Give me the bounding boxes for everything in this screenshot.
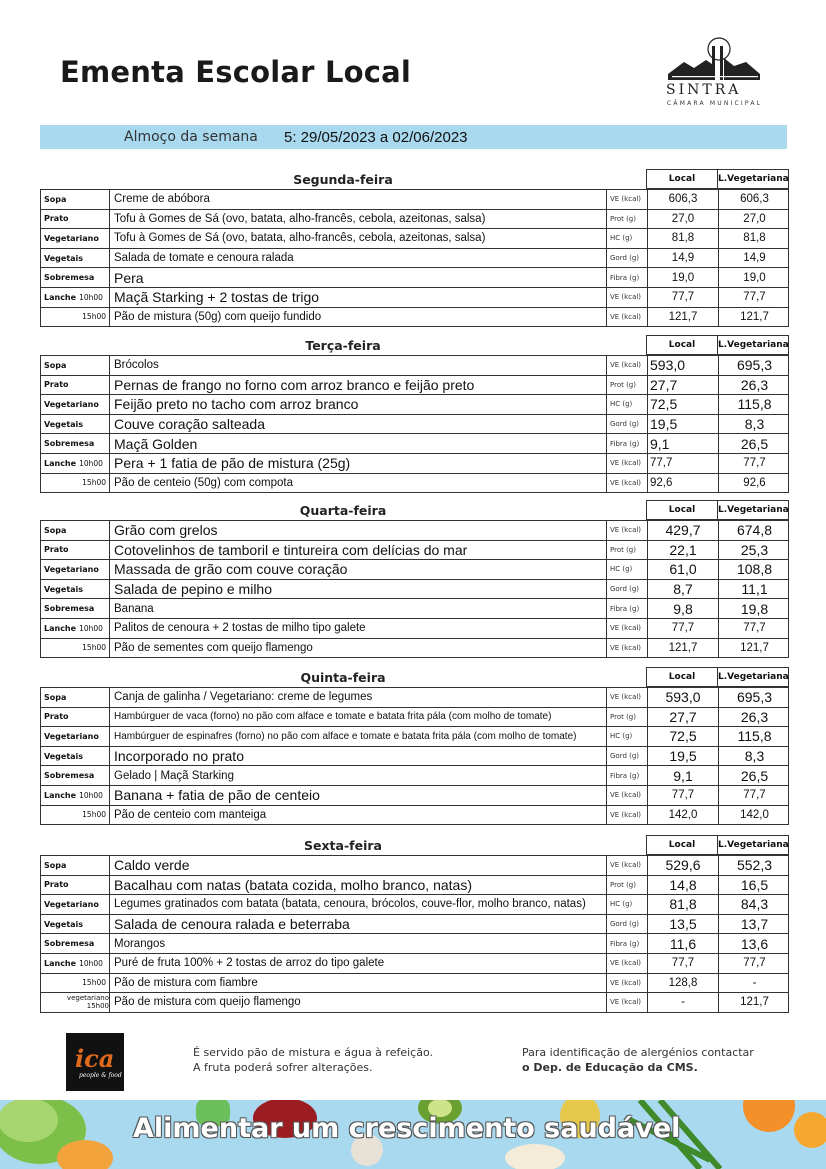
value-local: 77,7	[647, 454, 718, 473]
dish: Pão de mistura (50g) com queijo fundido	[114, 310, 322, 323]
nutrient: Gord (g)	[606, 415, 647, 434]
table-row	[41, 875, 788, 895]
row-label: Prato	[41, 876, 110, 895]
nutrient: VE (kcal)	[606, 308, 647, 327]
row-label: Sopa	[41, 356, 110, 375]
dish: Canja de galinha / Vegetariano: creme de legumes	[114, 691, 373, 704]
row-label: Sobremesa	[41, 599, 110, 618]
dish: Puré de fruta 100% + 2 tostas de arroz do tipo galete	[114, 957, 385, 970]
nutrient: HC (g)	[606, 229, 647, 248]
table-row	[41, 992, 788, 1012]
week-label: Almoço da semana	[124, 129, 258, 145]
value-local: 121,7	[647, 639, 718, 658]
nutrient: Gord (g)	[606, 580, 647, 599]
value-veg: 695,3	[718, 356, 790, 375]
nutrient: VE (kcal)	[606, 786, 647, 805]
time-label: 15h00	[86, 1002, 109, 1011]
row-label	[41, 639, 110, 658]
note-line: A fruta poderá sofrer alterações.	[193, 1061, 373, 1074]
table-row	[41, 540, 788, 560]
nutrient: Prot (g)	[606, 210, 647, 229]
nutrient: Fibra (g)	[606, 434, 647, 453]
logo-name: SINTRA	[666, 82, 742, 98]
row-label: Sopa	[41, 856, 110, 875]
table-row	[41, 805, 788, 825]
value-local: 27,7	[647, 708, 718, 727]
value-veg: 92,6	[718, 474, 790, 493]
table-row	[41, 248, 788, 268]
row-label: Sobremesa	[41, 434, 110, 453]
row-label: Prato	[41, 708, 110, 727]
value-local: 19,0	[647, 268, 718, 287]
row-label: Vegetais	[41, 915, 110, 934]
day-table	[40, 835, 789, 1013]
nutrient: VE (kcal)	[606, 856, 647, 875]
dish: Bacalhau com natas (batata cozida, molho branco, natas)	[114, 876, 472, 893]
note-left	[193, 1045, 433, 1075]
value-local: 27,7	[647, 376, 718, 395]
value-local: 14,9	[647, 249, 718, 268]
dish: Maçã Golden	[114, 435, 198, 452]
nutrient: VE (kcal)	[606, 993, 647, 1012]
day-table	[40, 667, 789, 825]
week-value: 5: 29/05/2023 a 02/06/2023	[284, 129, 468, 146]
table-row	[41, 855, 788, 875]
nutrient: Gord (g)	[606, 915, 647, 934]
dish: Legumes gratinados com batata (batata, cenoura, brócolos, couve-flor, molho branco, natas)	[114, 898, 586, 911]
row-label: Sobremesa	[41, 934, 110, 953]
table-row	[41, 953, 788, 973]
row-label: Vegetariano	[41, 395, 110, 414]
nutrient: VE (kcal)	[606, 974, 647, 993]
column-vegetarian: L.Vegetariana	[717, 835, 789, 855]
ica-logo	[66, 1033, 124, 1091]
value-veg: 115,8	[718, 395, 790, 414]
day-name: Quarta-feira	[299, 503, 387, 518]
row-label: Vegetariano	[41, 229, 110, 248]
nutrient: Prot (g)	[606, 708, 647, 727]
table-row	[41, 746, 788, 766]
day-name: Segunda-feira	[293, 172, 393, 187]
value-veg: 142,0	[718, 806, 790, 825]
row-label: Prato	[41, 541, 110, 560]
dish: Salada de pepino e milho	[114, 581, 273, 598]
column-vegetarian: L.Vegetariana	[717, 169, 789, 189]
dish: Hambúrguer de espinafres (forno) no pão com alface e tomate e batata frita pála (com molho de tomate)	[114, 730, 577, 742]
nutrient: VE (kcal)	[606, 190, 647, 209]
day-table	[40, 500, 789, 658]
value-veg: 77,7	[718, 454, 790, 473]
value-veg: 77,7	[718, 954, 790, 973]
row-label: Sobremesa	[41, 268, 110, 287]
table-row	[41, 355, 788, 375]
table-row	[41, 894, 788, 914]
table-row	[41, 453, 788, 473]
row-label	[41, 786, 110, 805]
value-veg: 19,0	[718, 268, 790, 287]
value-local: 81,8	[647, 895, 718, 914]
value-veg: 26,3	[718, 708, 790, 727]
nutrient: VE (kcal)	[606, 521, 647, 540]
row-label: Sobremesa	[41, 766, 110, 785]
value-veg: 552,3	[718, 856, 790, 875]
dish: Massada de grão com couve coração	[114, 561, 348, 578]
nutrient: VE (kcal)	[606, 954, 647, 973]
dish: Pão de mistura com queijo flamengo	[114, 996, 301, 1009]
nutrient: VE (kcal)	[606, 288, 647, 307]
value-veg: 8,3	[718, 415, 790, 434]
nutrient: HC (g)	[606, 727, 647, 746]
table-row	[41, 726, 788, 746]
table-row	[41, 375, 788, 395]
dish: Brócolos	[114, 359, 159, 372]
value-local: 11,6	[647, 934, 718, 953]
value-local: 9,1	[647, 434, 718, 453]
dish: Pera	[114, 269, 144, 286]
value-local: 121,7	[647, 308, 718, 327]
table-row	[41, 687, 788, 707]
dish: Grão com grelos	[114, 522, 218, 539]
value-veg: 13,6	[718, 934, 790, 953]
dish: Salada de tomate e cenoura ralada	[114, 252, 294, 265]
page-title: Ementa Escolar Local	[60, 55, 412, 89]
value-local: 77,7	[647, 619, 718, 638]
dish: Feijão preto no tacho com arroz branco	[114, 396, 359, 413]
note-line: Para identificação de alergénios contactar	[522, 1046, 754, 1059]
table-row	[41, 520, 788, 540]
value-veg: -	[718, 974, 790, 993]
table-row	[41, 209, 788, 229]
column-vegetarian: L.Vegetariana	[717, 667, 789, 687]
row-label: Vegetais	[41, 580, 110, 599]
nutrient: Fibra (g)	[606, 268, 647, 287]
nutrient: VE (kcal)	[606, 619, 647, 638]
note-line: o Dep. de Educação da CMS.	[522, 1061, 698, 1074]
row-label	[41, 993, 110, 1012]
ica-logo-tagline: people & food	[79, 1072, 122, 1079]
table-row	[41, 973, 788, 993]
note-line: É servido pão de mistura e água à refeição.	[193, 1046, 433, 1059]
nutrient: VE (kcal)	[606, 454, 647, 473]
note-right	[522, 1045, 754, 1075]
nutrient: Prot (g)	[606, 541, 647, 560]
row-label: Sopa	[41, 190, 110, 209]
column-local: Local	[646, 835, 718, 855]
value-veg: 27,0	[718, 210, 790, 229]
value-local: 77,7	[647, 288, 718, 307]
table-row	[41, 785, 788, 805]
row-label: Sopa	[41, 688, 110, 707]
value-veg: 26,5	[718, 434, 790, 453]
dish: Pão de centeio com manteiga	[114, 808, 267, 821]
dish: Pão de sementes com queijo flamengo	[114, 641, 313, 654]
table-row	[41, 394, 788, 414]
day-name: Terça-feira	[305, 338, 381, 353]
lanche-label: Lanche	[44, 458, 77, 468]
time-label: 10h00	[79, 790, 103, 800]
value-local: 77,7	[647, 954, 718, 973]
row-label	[41, 474, 110, 493]
value-local: 128,8	[647, 974, 718, 993]
dish: Hambúrguer de vaca (forno) no pão com alface e tomate e batata frita pála (com molho de tomate)	[114, 711, 552, 723]
row-label	[41, 308, 110, 327]
time-label: 15h00	[82, 810, 106, 820]
value-veg: 26,3	[718, 376, 790, 395]
day-name: Sexta-feira	[304, 838, 382, 853]
time-label: 15h00	[82, 312, 106, 322]
time-label: 15h00	[82, 978, 106, 988]
value-veg: 77,7	[718, 786, 790, 805]
time-label: 10h00	[79, 458, 103, 468]
day-table	[40, 169, 789, 327]
lanche-label: Lanche	[44, 623, 77, 633]
nutrient: Fibra (g)	[606, 934, 647, 953]
column-vegetarian: L.Vegetariana	[717, 500, 789, 520]
row-label	[41, 454, 110, 473]
dish: Cotovelinhos de tamboril e tintureira com delícias do mar	[114, 541, 468, 558]
value-veg: 14,9	[718, 249, 790, 268]
table-row	[41, 707, 788, 727]
value-veg: 11,1	[718, 580, 790, 599]
value-local: 529,6	[647, 856, 718, 875]
week-bar	[40, 125, 787, 149]
value-veg: 108,8	[718, 560, 790, 579]
table-row	[41, 559, 788, 579]
dish: Gelado | Maçã Starking	[114, 769, 234, 782]
row-label	[41, 806, 110, 825]
column-local: Local	[646, 667, 718, 687]
value-veg: 84,3	[718, 895, 790, 914]
nutrient: VE (kcal)	[606, 474, 647, 493]
value-veg: 19,8	[718, 599, 790, 618]
nutrient: HC (g)	[606, 395, 647, 414]
value-veg: 77,7	[718, 288, 790, 307]
value-local: 19,5	[647, 415, 718, 434]
value-local: 8,7	[647, 580, 718, 599]
footer-banner	[0, 1100, 826, 1169]
table-row	[41, 933, 788, 953]
row-label: Vegetais	[41, 249, 110, 268]
table-row	[41, 307, 788, 327]
value-local: 142,0	[647, 806, 718, 825]
column-local: Local	[646, 335, 718, 355]
row-label: Vegetariano	[41, 560, 110, 579]
day-table	[40, 335, 789, 493]
value-veg: 606,3	[718, 190, 790, 209]
row-label	[41, 619, 110, 638]
nutrient: Fibra (g)	[606, 766, 647, 785]
table-row	[41, 765, 788, 785]
time-label: 15h00	[82, 643, 106, 653]
dish: Tofu à Gomes de Sá (ovo, batata, alho-francês, cebola, azeitonas, salsa)	[114, 232, 486, 245]
row-label: Prato	[41, 210, 110, 229]
dish: Caldo verde	[114, 857, 190, 874]
time-label: 10h00	[79, 623, 103, 633]
day-name: Quinta-feira	[300, 670, 386, 685]
dish: Pão de centeio (50g) com compota	[114, 476, 293, 489]
value-local: 77,7	[647, 786, 718, 805]
value-local: 9,1	[647, 766, 718, 785]
lanche-label: Lanche	[44, 790, 77, 800]
row-label: Vegetais	[41, 747, 110, 766]
table-row	[41, 414, 788, 434]
dish: Palitos de cenoura + 2 tostas de milho tipo galete	[114, 622, 366, 635]
table-row	[41, 189, 788, 209]
value-local: 593,0	[647, 356, 718, 375]
nutrient: Prot (g)	[606, 876, 647, 895]
value-veg: 16,5	[718, 876, 790, 895]
table-row	[41, 473, 788, 493]
dish: Creme de abóbora	[114, 193, 210, 206]
time-label: 15h00	[82, 478, 106, 488]
logo-subtitle: CÂMARA MUNICIPAL	[667, 100, 763, 107]
lanche-label: Lanche	[44, 292, 77, 302]
row-label: Sopa	[41, 521, 110, 540]
column-vegetarian: L.Vegetariana	[717, 335, 789, 355]
dish: Pera + 1 fatia de pão de mistura (25g)	[114, 455, 351, 472]
table-row	[41, 267, 788, 287]
value-local: 593,0	[647, 688, 718, 707]
slogan: Alimentar um crescimento saudável	[133, 1113, 681, 1144]
nutrient: VE (kcal)	[606, 639, 647, 658]
value-veg: 695,3	[718, 688, 790, 707]
value-veg: 8,3	[718, 747, 790, 766]
dish: Banana	[114, 602, 154, 615]
dish: Morangos	[114, 937, 166, 950]
value-local: 72,5	[647, 395, 718, 414]
value-local: 14,8	[647, 876, 718, 895]
time-label: 10h00	[79, 958, 103, 968]
table-row	[41, 914, 788, 934]
nutrient: HC (g)	[606, 895, 647, 914]
value-veg: 121,7	[718, 639, 790, 658]
table-row	[41, 598, 788, 618]
row-label: Vegetariano	[41, 727, 110, 746]
lanche-label: Lanche	[44, 958, 77, 968]
column-local: Local	[646, 500, 718, 520]
dish: Banana + fatia de pão de centeio	[114, 787, 320, 804]
value-local: 429,7	[647, 521, 718, 540]
value-local: -	[647, 993, 718, 1012]
row-label	[41, 288, 110, 307]
row-label: Vegetais	[41, 415, 110, 434]
dish: Tofu à Gomes de Sá (ovo, batata, alho-francês, cebola, azeitonas, salsa)	[114, 212, 486, 225]
table-row	[41, 618, 788, 638]
table-row	[41, 433, 788, 453]
value-veg: 77,7	[718, 619, 790, 638]
value-local: 61,0	[647, 560, 718, 579]
nutrient: Fibra (g)	[606, 599, 647, 618]
nutrient: Gord (g)	[606, 747, 647, 766]
dish: Couve coração salteada	[114, 416, 265, 433]
nutrient: Gord (g)	[606, 249, 647, 268]
nutrient: Prot (g)	[606, 376, 647, 395]
nutrient: HC (g)	[606, 560, 647, 579]
dish: Salada de cenoura ralada e beterraba	[114, 916, 350, 933]
row-label: Prato	[41, 376, 110, 395]
value-veg: 121,7	[718, 993, 790, 1012]
value-veg: 115,8	[718, 727, 790, 746]
table-row	[41, 638, 788, 658]
nutrient: VE (kcal)	[606, 356, 647, 375]
vegetarian-small-label: vegetariano	[66, 994, 109, 1003]
value-veg: 674,8	[718, 521, 790, 540]
table-row	[41, 228, 788, 248]
value-local: 13,5	[647, 915, 718, 934]
value-veg: 121,7	[718, 308, 790, 327]
column-local: Local	[646, 169, 718, 189]
value-local: 92,6	[647, 474, 718, 493]
value-local: 9,8	[647, 599, 718, 618]
value-veg: 81,8	[718, 229, 790, 248]
value-local: 72,5	[647, 727, 718, 746]
value-local: 22,1	[647, 541, 718, 560]
row-label	[41, 954, 110, 973]
dish: Pão de mistura com fiambre	[114, 976, 258, 989]
table-row	[41, 579, 788, 599]
table-row	[41, 287, 788, 307]
row-label	[41, 974, 110, 993]
nutrient: VE (kcal)	[606, 688, 647, 707]
dish: Pernas de frango no forno com arroz branco e feijão preto	[114, 376, 475, 393]
value-veg: 25,3	[718, 541, 790, 560]
value-local: 81,8	[647, 229, 718, 248]
value-veg: 13,7	[718, 915, 790, 934]
ica-logo-text: ica	[75, 1044, 115, 1073]
time-label: 10h00	[79, 292, 103, 302]
value-local: 19,5	[647, 747, 718, 766]
row-label: Vegetariano	[41, 895, 110, 914]
dish: Incorporado no prato	[114, 748, 244, 765]
value-veg: 26,5	[718, 766, 790, 785]
value-local: 27,0	[647, 210, 718, 229]
dish: Maçã Starking + 2 tostas de trigo	[114, 289, 320, 306]
value-local: 606,3	[647, 190, 718, 209]
nutrient: VE (kcal)	[606, 806, 647, 825]
